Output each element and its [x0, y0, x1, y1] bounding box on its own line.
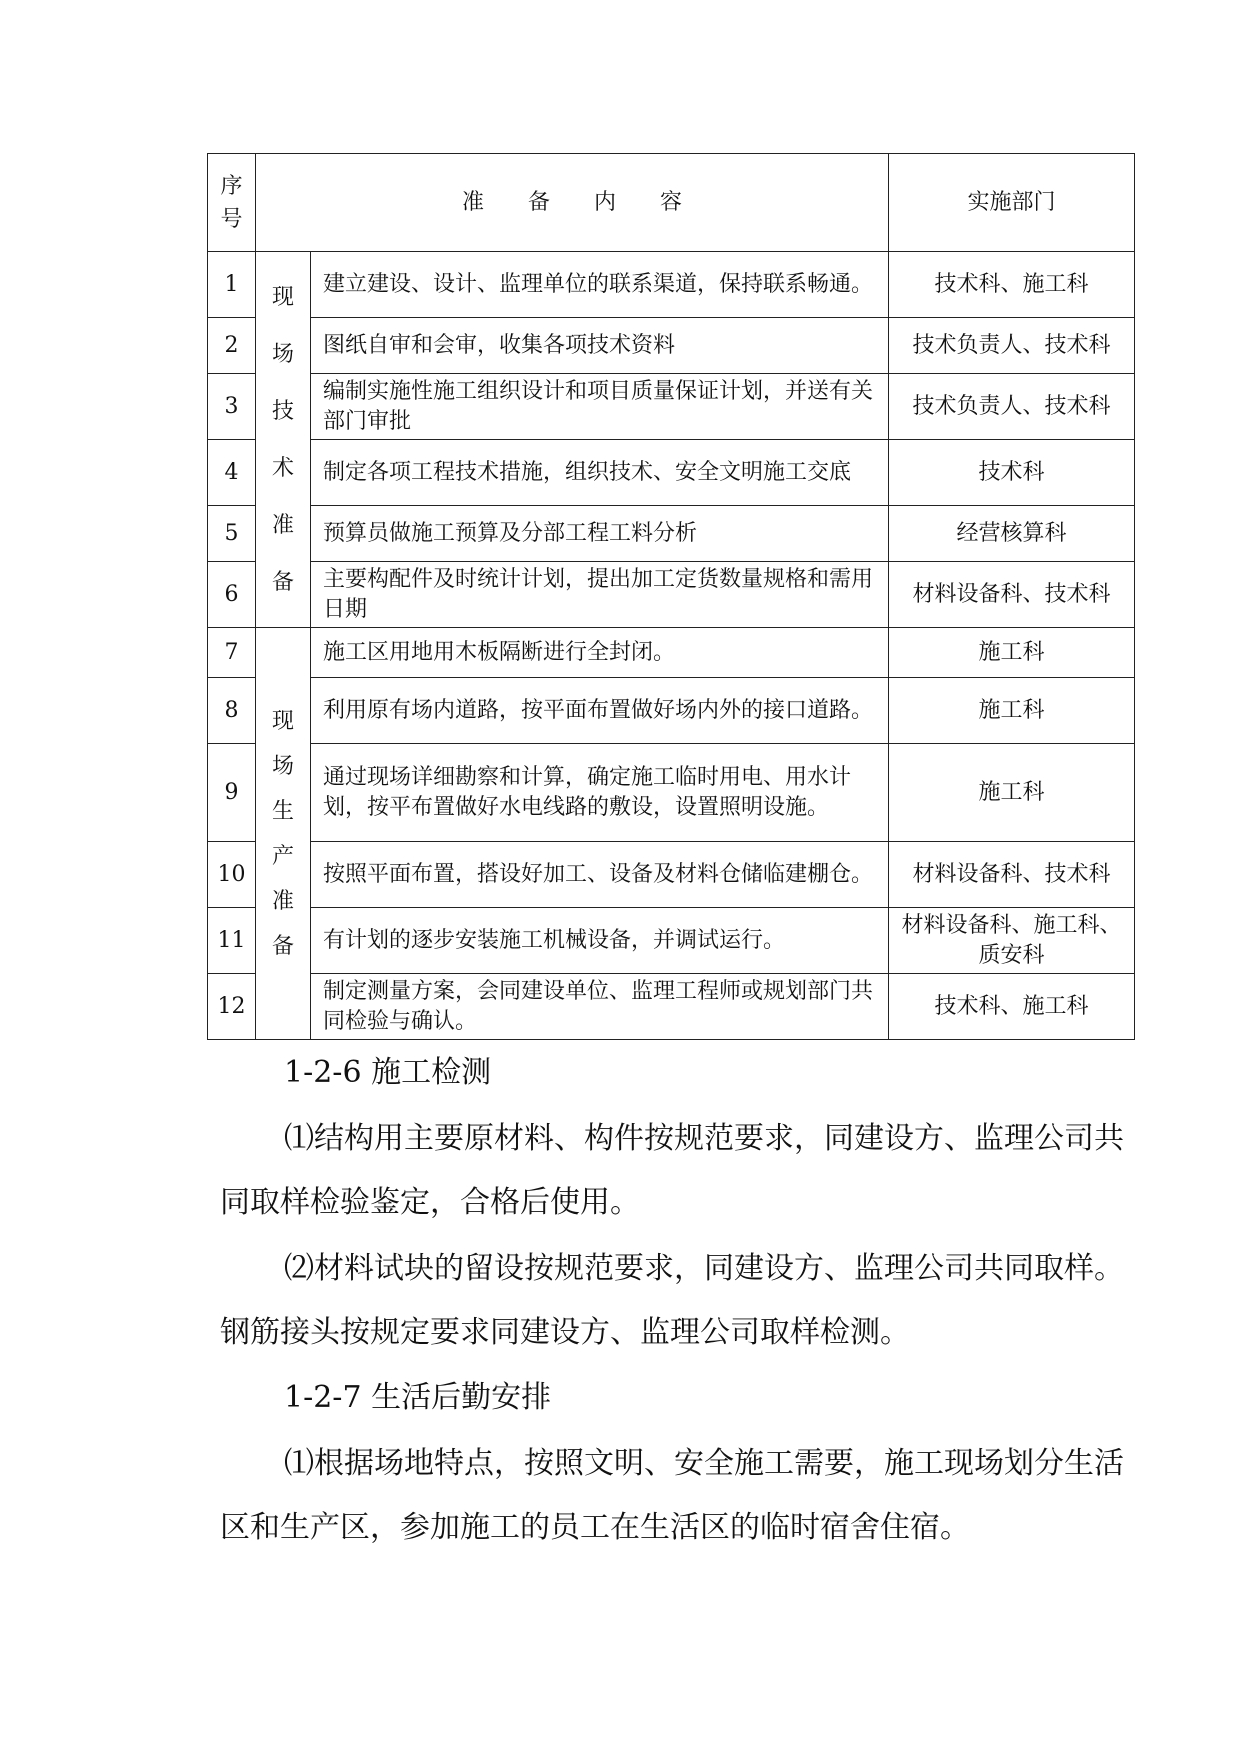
table-row [208, 628, 1135, 678]
row-content: 利用原有场内道路，按平面布置做好场内外的接口道路。 [311, 678, 889, 744]
row-num: 4 [208, 440, 256, 506]
table-header-row [208, 154, 1135, 252]
row-num: 6 [208, 562, 256, 628]
row-content: 图纸自审和会审，收集各项技术资料 [311, 318, 889, 374]
row-dept: 技术负责人、技术科 [889, 318, 1135, 374]
table-row [208, 842, 1135, 908]
row-content: 按照平面布置，搭设好加工、设备及材料仓储临建棚仓。 [311, 842, 889, 908]
header-content: 准 备 内 容 [256, 154, 889, 252]
row-content: 建立建设、设计、监理单位的联系渠道，保持联系畅通。 [311, 252, 889, 318]
paragraph-1-2-6-1: ⑴结构用主要原材料、构件按规范要求，同建设方、监理公司共同取样检验鉴定，合格后使用。 [220, 1121, 1124, 1220]
row-content: 通过现场详细勘察和计算，确定施工临时用电、用水计划，按平布置做好水电线路的敷设，设置照明设施。 [311, 744, 889, 842]
row-dept: 技术科、施工科 [889, 974, 1135, 1040]
category-production-prep: 现 场 生 产 准 备 [256, 628, 311, 1040]
row-num: 12 [208, 974, 256, 1040]
row-num: 1 [208, 252, 256, 318]
row-content: 制定各项工程技术措施，组织技术、安全文明施工交底 [311, 440, 889, 506]
preparation-table [207, 153, 1135, 1040]
row-num: 5 [208, 506, 256, 562]
row-dept: 材料设备科、技术科 [889, 562, 1135, 628]
table-row [208, 440, 1135, 506]
row-dept: 技术科 [889, 440, 1135, 506]
table-row [208, 562, 1135, 628]
row-num: 2 [208, 318, 256, 374]
paragraph-1-2-7-1: ⑴根据场地特点，按照文明、安全施工需要，施工现场划分生活区和生产区，参加施工的员工在生活区的临时宿舍住宿。 [220, 1446, 1124, 1545]
row-num: 10 [208, 842, 256, 908]
paragraph-1-2-6-2: ⑵材料试块的留设按规范要求，同建设方、监理公司共同取样。钢筋接头按规定要求同建设方、监理公司取样检测。 [220, 1251, 1124, 1350]
table-row [208, 318, 1135, 374]
table-row [208, 744, 1135, 842]
row-dept: 材料设备科、施工科、质安科 [889, 908, 1135, 974]
row-content: 主要构配件及时统计计划，提出加工定货数量规格和需用日期 [311, 562, 889, 628]
table-row [208, 678, 1135, 744]
row-num: 8 [208, 678, 256, 744]
row-dept: 施工科 [889, 678, 1135, 744]
row-dept: 经营核算科 [889, 506, 1135, 562]
row-content: 制定测量方案，会同建设单位、监理工程师或规划部门共同检验与确认。 [311, 974, 889, 1040]
row-content: 预算员做施工预算及分部工程工料分析 [311, 506, 889, 562]
table-row [208, 252, 1135, 318]
row-content: 编制实施性施工组织设计和项目质量保证计划，并送有关部门审批 [311, 374, 889, 440]
row-dept: 施工科 [889, 744, 1135, 842]
row-num: 9 [208, 744, 256, 842]
row-num: 11 [208, 908, 256, 974]
row-dept: 技术负责人、技术科 [889, 374, 1135, 440]
header-dept: 实施部门 [889, 154, 1135, 252]
row-content: 有计划的逐步安装施工机械设备，并调试运行。 [311, 908, 889, 974]
row-dept: 材料设备科、技术科 [889, 842, 1135, 908]
row-dept: 技术科、施工科 [889, 252, 1135, 318]
section-title-1-2-6: 1-2-6 施工检测 [284, 1055, 492, 1090]
row-content: 施工区用地用木板隔断进行全封闭。 [311, 628, 889, 678]
table-row [208, 974, 1135, 1040]
row-num: 3 [208, 374, 256, 440]
table-row [208, 506, 1135, 562]
table-row [208, 374, 1135, 440]
row-dept: 施工科 [889, 628, 1135, 678]
section-title-1-2-7: 1-2-7 生活后勤安排 [284, 1380, 552, 1415]
header-num: 序 号 [208, 154, 256, 252]
category-tech-prep: 现 场 技 术 准 备 [256, 252, 311, 628]
table-row [208, 908, 1135, 974]
row-num: 7 [208, 628, 256, 678]
